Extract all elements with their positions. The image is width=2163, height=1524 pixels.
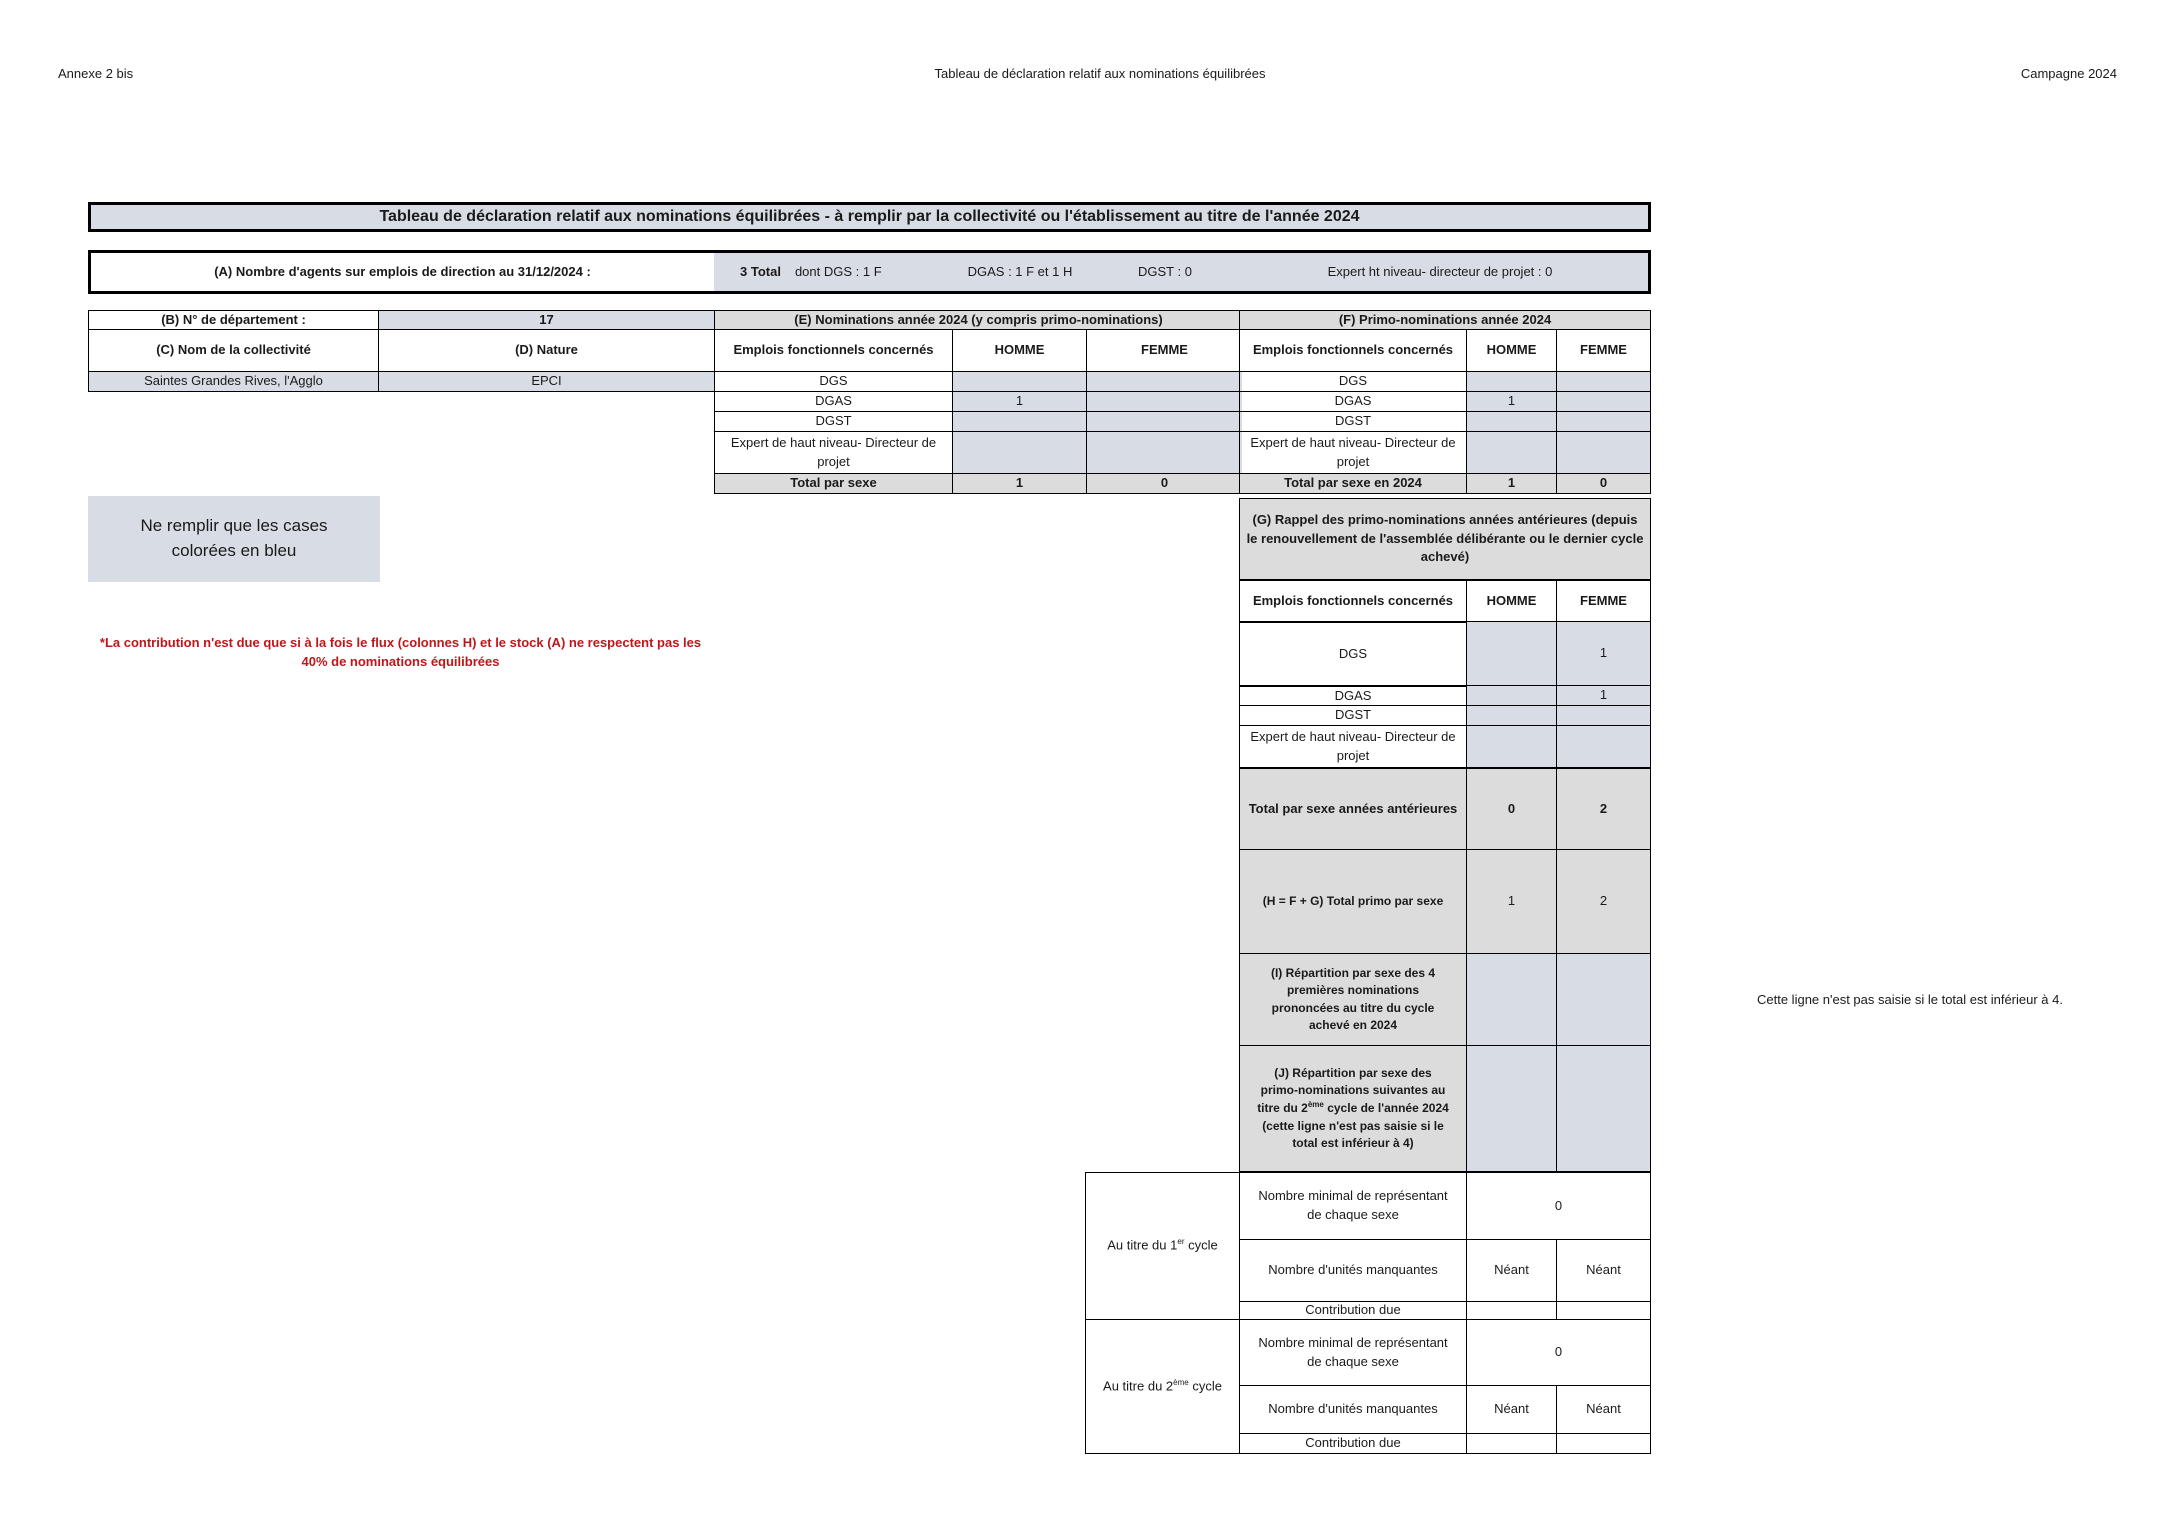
e-row-femme[interactable] (1086, 372, 1242, 392)
cycle1-label: Au titre du 1er cycle (1085, 1172, 1239, 1320)
agents-dgs: dont DGS : 1 F (794, 263, 882, 279)
nature-value[interactable]: EPCI (378, 372, 714, 392)
g-col-emplois: Emplois fonctionnels concernés (1239, 580, 1466, 622)
header-left: Annexe 2 bis (58, 66, 134, 81)
cycle2-contrib-homme[interactable] (1466, 1434, 1556, 1454)
agents-dgst[interactable]: DGST : 0 (1138, 263, 1192, 279)
i-femme[interactable] (1556, 954, 1651, 1046)
section-e-title: (E) Nominations année 2024 (y compris primo-nominations) (714, 310, 1242, 330)
e-row-femme[interactable] (1086, 432, 1242, 474)
cycle2-min-value: 0 (1466, 1320, 1651, 1386)
f-row-label: Expert de haut niveau- Directeur de projet (1239, 432, 1466, 474)
agents-total-value: 3 Total (740, 263, 781, 279)
cycle2-min-label: Nombre minimal de représentant de chaque sexe (1239, 1320, 1466, 1386)
f-row-femme[interactable] (1556, 372, 1651, 392)
f-col-homme: HOMME (1466, 330, 1556, 372)
g-row-homme[interactable] (1466, 706, 1556, 726)
name-value[interactable]: Saintes Grandes Rives, l'Agglo (88, 372, 378, 392)
e-row-label: DGAS (714, 392, 952, 412)
j-label (1239, 1046, 1466, 1172)
g-row-femme[interactable]: 1 (1556, 686, 1651, 706)
j-femme[interactable] (1556, 1046, 1651, 1172)
instruction-note: Ne remplir que les cases colorées en bleu (88, 496, 380, 582)
g-row-label: Expert de haut niveau- Directeur de projet (1239, 726, 1466, 768)
f-col-emplois: Emplois fonctionnels concernés (1239, 330, 1466, 372)
g-total-label: Total par sexe années antérieures (1239, 768, 1466, 850)
g-row-label: DGAS (1239, 686, 1466, 706)
f-col-femme: FEMME (1556, 330, 1651, 372)
e-row-homme[interactable]: 1 (952, 392, 1086, 412)
g-row-label: DGST (1239, 706, 1466, 726)
e-row-femme[interactable] (1086, 392, 1242, 412)
f-row-homme[interactable] (1466, 432, 1556, 474)
f-row-homme[interactable]: 1 (1466, 392, 1556, 412)
cycle1-contrib-label: Contribution due (1239, 1302, 1466, 1320)
e-row-femme[interactable] (1086, 412, 1242, 432)
e-col-emplois: Emplois fonctionnels concernés (714, 330, 952, 372)
g-col-homme: HOMME (1466, 580, 1556, 622)
f-total-femme: 0 (1556, 474, 1651, 494)
cycle1-missing-homme: Néant (1466, 1240, 1556, 1302)
e-col-femme: FEMME (1086, 330, 1242, 372)
header-center: Tableau de déclaration relatif aux nominations équilibrées (934, 66, 1266, 81)
h-total-label: (H = F + G) Total primo par sexe (1239, 850, 1466, 954)
e-total-femme: 0 (1086, 474, 1242, 494)
f-row-femme[interactable] (1556, 412, 1651, 432)
f-total-homme: 1 (1466, 474, 1556, 494)
e-row-homme[interactable] (952, 412, 1086, 432)
f-row-femme[interactable] (1556, 392, 1651, 412)
g-row-homme[interactable] (1466, 686, 1556, 706)
j-homme[interactable] (1466, 1046, 1556, 1172)
dept-value[interactable]: 17 (378, 310, 714, 330)
agents-total[interactable] (740, 253, 970, 291)
h-total-homme: 1 (1466, 850, 1556, 954)
cycle2-missing-label: Nombre d'unités manquantes (1239, 1386, 1466, 1434)
contribution-note: *La contribution n'est due que si à la fois le flux (colonnes H) et le stock (A) ne respectent pas les 40% de nominations équilibrées (99, 635, 702, 669)
g-row-femme[interactable] (1556, 726, 1651, 768)
e-total-label: Total par sexe (714, 474, 952, 494)
form-title: Tableau de déclaration relatif aux nominations équilibrées - à remplir par la collectivité ou l'établissement au titre de l'année 2024 (88, 202, 1651, 232)
cycle2-label: Au titre du 2ème cycle (1085, 1320, 1239, 1454)
g-row-homme[interactable] (1466, 726, 1556, 768)
nature-label: (D) Nature (378, 330, 714, 372)
cycle1-missing-label: Nombre d'unités manquantes (1239, 1240, 1466, 1302)
cycle2-missing-femme: Néant (1556, 1386, 1651, 1434)
e-row-label: DGST (714, 412, 952, 432)
cycle1-contrib-femme[interactable] (1556, 1302, 1651, 1320)
f-row-label: DGST (1239, 412, 1466, 432)
e-col-homme: HOMME (952, 330, 1086, 372)
cycle1-min-label: Nombre minimal de représentant de chaque sexe (1239, 1172, 1466, 1240)
g-total-homme: 0 (1466, 768, 1556, 850)
f-row-label: DGAS (1239, 392, 1466, 412)
e-row-label: Expert de haut niveau- Directeur de projet (714, 432, 952, 474)
f-row-femme[interactable] (1556, 432, 1651, 474)
cycle1-missing-femme: Néant (1556, 1240, 1651, 1302)
cycle2-missing-homme: Néant (1466, 1386, 1556, 1434)
header-right: Campagne 2024 (2020, 66, 2117, 81)
e-row-homme[interactable] (952, 372, 1086, 392)
f-total-label: Total par sexe en 2024 (1239, 474, 1466, 494)
agents-dgas[interactable]: DGAS : 1 F et 1 H (967, 263, 1073, 279)
side-note: Cette ligne n'est pas saisie si le total est inférieur à 4. (1757, 991, 2063, 1007)
f-row-homme[interactable] (1466, 412, 1556, 432)
g-total-femme: 2 (1556, 768, 1651, 850)
agents-expert[interactable]: Expert ht niveau- directeur de projet : 0 (1327, 263, 1553, 279)
name-label: (C) Nom de la collectivité (88, 330, 378, 372)
cycle2-contrib-label: Contribution due (1239, 1434, 1466, 1454)
dept-label: (B) N° de département : (88, 310, 378, 330)
i-homme[interactable] (1466, 954, 1556, 1046)
cycle1-contrib-homme[interactable] (1466, 1302, 1556, 1320)
e-total-homme: 1 (952, 474, 1086, 494)
f-row-homme[interactable] (1466, 372, 1556, 392)
section-g-title: (G) Rappel des primo-nominations années antérieures (depuis le renouvellement de l'assemblée délibérante ou le dernier cycle achevé) (1239, 498, 1651, 580)
g-col-femme: FEMME (1556, 580, 1651, 622)
section-f-title: (F) Primo-nominations année 2024 (1239, 310, 1651, 330)
g-row-label: DGS (1239, 622, 1466, 686)
cycle2-contrib-femme[interactable] (1556, 1434, 1651, 1454)
agents-label: (A) Nombre d'agents sur emplois de direction au 31/12/2024 : (214, 263, 591, 279)
f-row-label: DGS (1239, 372, 1466, 392)
cycle1-min-value: 0 (1466, 1172, 1651, 1240)
j-label-text: (J) Répartition par sexe des primo-nominations suivantes au titre du 2ème cycle de l'année 2024 (cette ligne n'est pas saisie si le total est inférieur à 4) (1257, 1065, 1449, 1151)
i-label: (I) Répartition par sexe des 4 premières nominations prononcées au titre du cycle achevé en 2024 (1239, 954, 1466, 1046)
g-row-homme[interactable] (1466, 622, 1556, 686)
e-row-label: DGS (714, 372, 952, 392)
g-row-femme[interactable] (1556, 706, 1651, 726)
h-total-femme: 2 (1556, 850, 1651, 954)
e-row-homme[interactable] (952, 432, 1086, 474)
g-row-femme[interactable]: 1 (1556, 622, 1651, 686)
